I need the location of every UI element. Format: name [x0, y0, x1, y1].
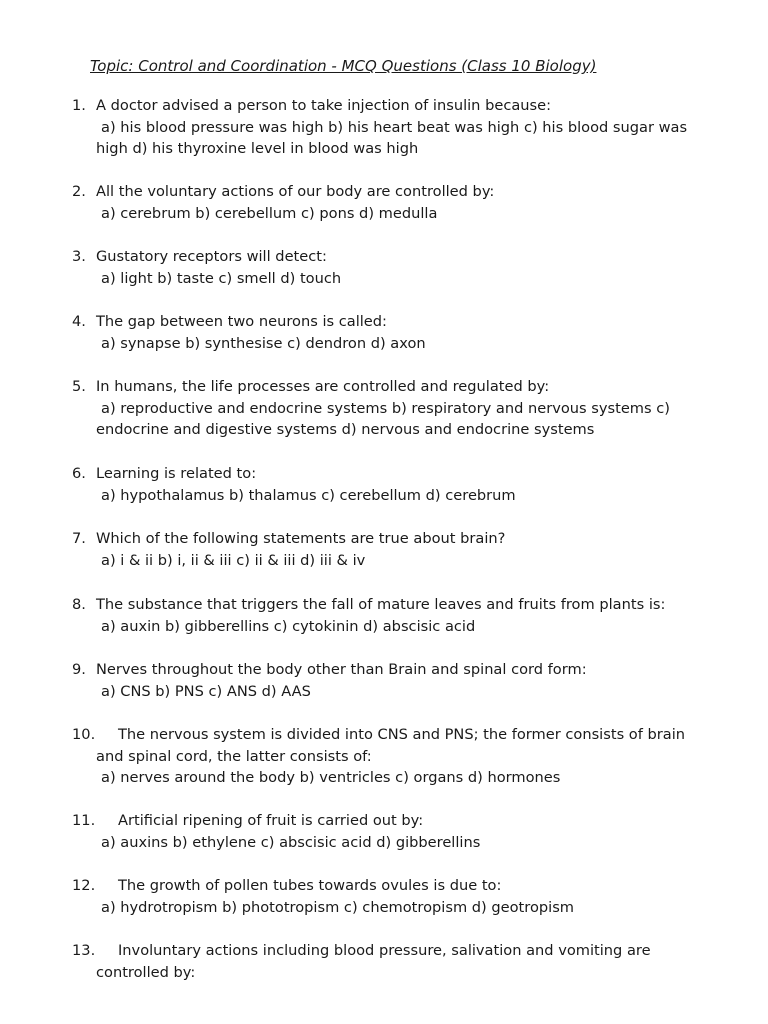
question-number: 13.	[72, 942, 96, 959]
question-12	[72, 875, 722, 918]
question-5	[72, 376, 722, 441]
question-stem: The growth of pollen tubes towards ovules is due to:	[118, 877, 502, 894]
question-number: 11.	[72, 812, 96, 829]
question-2	[72, 181, 722, 224]
question-13	[72, 940, 722, 983]
question-options: a) cerebrum b) cerebellum c) pons d) medulla	[101, 204, 438, 222]
question-stem: Nerves throughout the body other than Brain and spinal cord form:	[96, 661, 587, 678]
question-1	[72, 95, 722, 160]
question-stem: The nervous system is divided into CNS and PNS; the former consists of brain	[118, 726, 686, 743]
question-options: a) nerves around the body b) ventricles c) organs d) hormones	[101, 769, 561, 786]
question-8	[72, 594, 722, 637]
question-stem: Gustatory receptors will detect:	[96, 248, 327, 265]
question-stem: Involuntary actions including blood pressure, salivation and vomiting are	[118, 942, 651, 959]
question-number: 3.	[72, 248, 86, 265]
question-stem: The gap between two neurons is called:	[96, 313, 387, 330]
question-number: 2.	[72, 183, 86, 200]
question-options: a) auxins b) ethylene c) abscisic acid d) gibberellins	[101, 833, 481, 851]
question-11	[72, 810, 722, 853]
question-options: a) synapse b) synthesise c) dendron d) axon	[101, 334, 426, 352]
question-number: 10.	[72, 726, 96, 743]
question-number: 9.	[72, 661, 86, 678]
question-options: a) auxin b) gibberellins c) cytokinin d) abscisic acid	[101, 617, 476, 635]
question-options: a) i & ii b) i, ii & iii c) ii & iii d) iii & iv	[101, 551, 366, 569]
question-stem: All the voluntary actions of our body are controlled by:	[96, 183, 495, 200]
question-9	[72, 659, 722, 702]
question-stem: In humans, the life processes are controlled and regulated by:	[96, 378, 550, 395]
question-number: 7.	[72, 530, 86, 547]
question-stem-continued: controlled by:	[96, 963, 196, 981]
question-stem: Artificial ripening of fruit is carried out by:	[118, 812, 424, 829]
question-number: 1.	[72, 97, 86, 114]
question-options: a) CNS b) PNS c) ANS d) AAS	[101, 682, 311, 700]
question-4	[72, 311, 722, 354]
question-7	[72, 528, 722, 571]
question-3	[72, 246, 722, 289]
question-options: a) reproductive and endocrine systems b) respiratory and nervous systems c) endocrine and digestive systems d) nervous and endocrine systems	[96, 399, 670, 438]
question-number: 5.	[72, 378, 86, 395]
question-options: a) hydrotropism b) phototropism c) chemotropism d) geotropism	[101, 898, 575, 916]
question-6	[72, 463, 722, 506]
question-stem: Learning is related to:	[96, 465, 257, 482]
question-options: a) light b) taste c) smell d) touch	[101, 269, 342, 287]
question-stem-continued: and spinal cord, the latter consists of:	[96, 747, 372, 765]
page-title: Topic: Control and Coordination - MCQ Questions (Class 10 Biology)	[90, 57, 597, 75]
question-number: 8.	[72, 596, 86, 613]
question-number: 6.	[72, 465, 86, 482]
question-number: 4.	[72, 313, 86, 330]
question-stem: A doctor advised a person to take injection of insulin because:	[96, 97, 552, 114]
question-10	[72, 724, 722, 789]
question-options: a) his blood pressure was high b) his heart beat was high c) his blood sugar was high d) his thyroxine level in blood was high	[96, 118, 688, 157]
question-stem: The substance that triggers the fall of mature leaves and fruits from plants is:	[96, 596, 666, 613]
question-number: 12.	[72, 877, 96, 894]
question-stem: Which of the following statements are true about brain?	[96, 530, 506, 547]
question-options: a) hypothalamus b) thalamus c) cerebellum d) cerebrum	[101, 486, 516, 504]
